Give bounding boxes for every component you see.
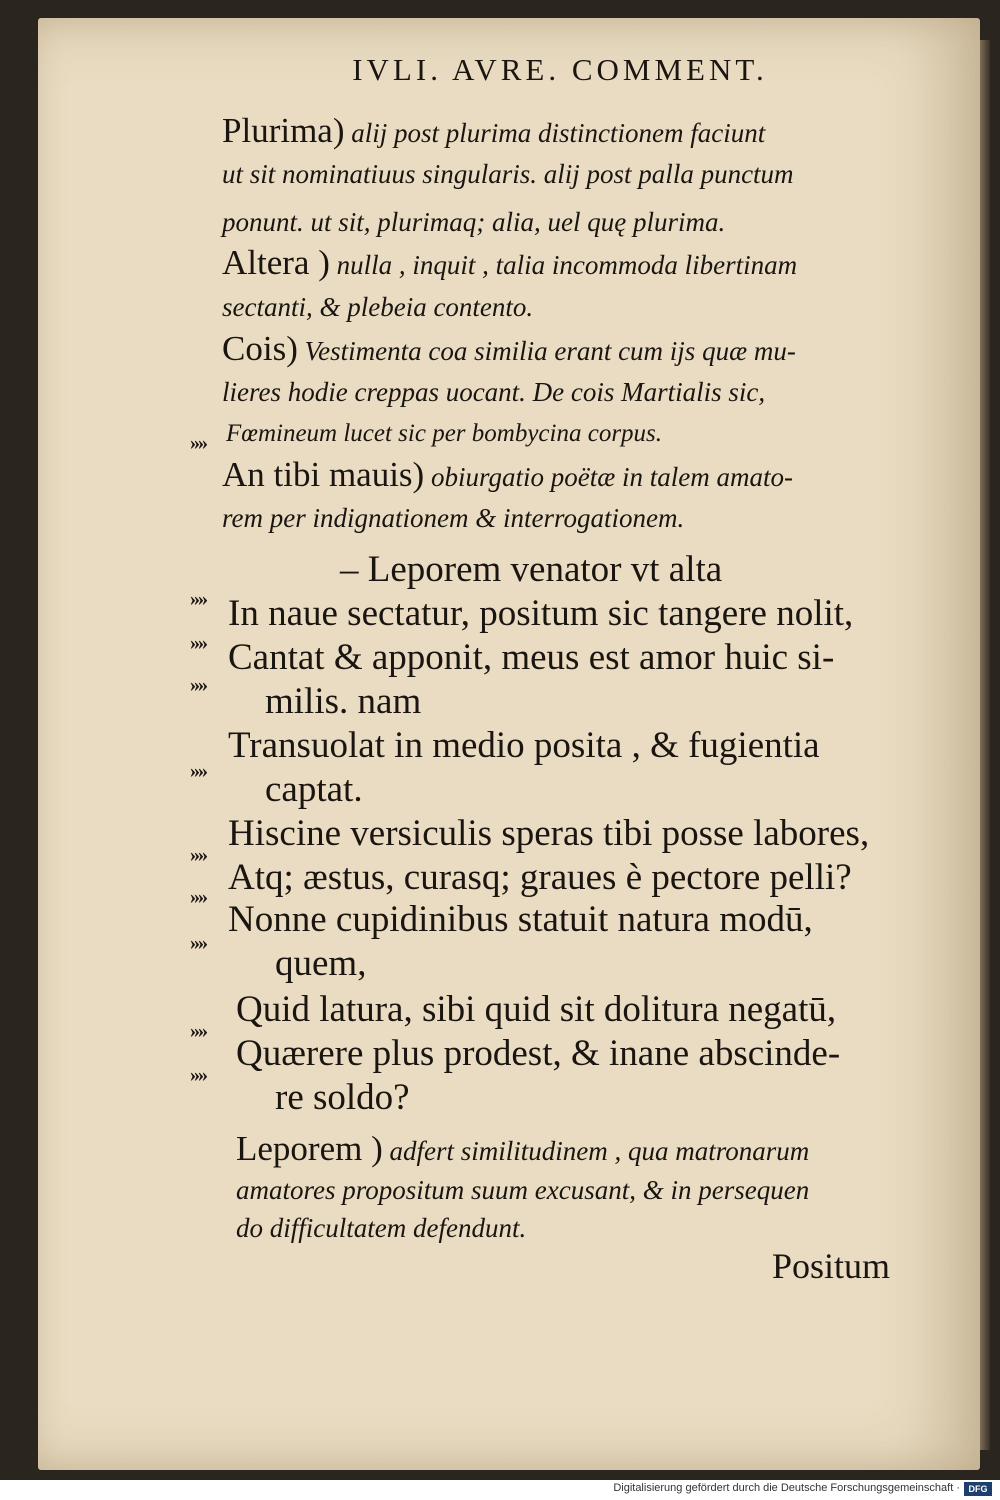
quote-marker: »» — [190, 588, 206, 610]
verse-line: In naue sectatur, positum sic tangere nolit, — [228, 593, 854, 634]
text-line — [236, 1130, 809, 1169]
text-line — [236, 1214, 526, 1244]
gloss: Vestimenta coa similia erant cum ijs quæ mu- — [297, 336, 796, 366]
gloss: rem per indignationem & interrogationem. — [222, 503, 685, 533]
quote-marker: »» — [190, 932, 206, 954]
text-line — [222, 293, 533, 323]
text-line — [222, 504, 684, 534]
lemma: Plurima) — [222, 111, 345, 150]
text-line — [222, 244, 797, 283]
verse-line: Hiscine versiculis speras tibi posse labores, — [228, 813, 870, 854]
gloss: alij post plurima distinctionem faciunt — [344, 118, 766, 148]
text-line — [222, 330, 796, 369]
verse-line: – Leporem venator vt alta — [340, 549, 723, 590]
quote-marker: »» — [190, 432, 206, 454]
footer-bar — [0, 1480, 1000, 1500]
text-line — [222, 160, 794, 190]
quote-marker: »» — [190, 1020, 206, 1042]
gloss: Fœmineum lucet sic per bombycina corpus. — [226, 420, 663, 447]
gloss: sectanti, & plebeia contento. — [222, 292, 534, 322]
text-line — [222, 112, 765, 151]
gloss: amatores propositum suum excusant, & in persequen — [236, 1175, 810, 1205]
quote-marker: »» — [190, 844, 206, 866]
verse-line: quem, — [275, 943, 367, 984]
quote-marker: »» — [190, 632, 206, 654]
verse-line: re soldo? — [275, 1077, 410, 1118]
lemma: Cois) — [222, 329, 298, 368]
text-line — [222, 378, 765, 408]
dfg-logo: DFG — [964, 1482, 992, 1496]
quote-marker: »» — [190, 674, 206, 696]
gloss: obiurgatio poëtæ in talem amato- — [424, 462, 793, 492]
text-line — [226, 420, 662, 448]
verse-line: Cantat & apponit, meus est amor huic si- — [228, 637, 835, 678]
lemma: Altera ) — [222, 243, 330, 282]
gloss: lieres hodie creppas uocant. De cois Martialis sic, — [222, 377, 766, 407]
verse-line: milis. nam — [265, 681, 422, 722]
gloss: do difficultatem defendunt. — [236, 1213, 527, 1243]
running-head: IVLI. AVRE. COMMENT. — [352, 52, 768, 87]
verse-line: Quid latura, sibi quid sit dolitura negatū, — [236, 989, 837, 1030]
quote-marker: »» — [190, 760, 206, 782]
gloss: nulla , inquit , talia incommoda libertinam — [329, 250, 798, 280]
footer-credit: Digitalisierung gefördert durch die Deutsche Forschungsgemeinschaft · — [613, 1482, 960, 1494]
catchword: Positum — [772, 1246, 891, 1286]
verse-line: Quærere plus prodest, & inane abscinde- — [236, 1033, 841, 1074]
verse-line: Nonne cupidinibus statuit natura modū, — [228, 899, 813, 940]
text-line — [222, 456, 793, 495]
gloss: ponunt. ut sit, plurimaq; alia, uel quę plurima. — [222, 207, 726, 237]
lemma: An tibi mauis) — [222, 455, 425, 494]
quote-marker: »» — [190, 1064, 206, 1086]
text-line — [222, 208, 725, 238]
lemma: Leporem ) — [236, 1129, 383, 1168]
verse-line: Atq; æstus, curasq; graues è pectore pelli? — [228, 857, 852, 898]
verse-line: captat. — [265, 769, 363, 810]
gloss: adfert similitudinem , qua matronarum — [382, 1136, 810, 1166]
text-line — [236, 1176, 809, 1206]
gloss: ut sit nominatiuus singularis. alij post palla punctum — [222, 159, 794, 189]
verse-line: Transuolat in medio posita , & fugientia — [228, 725, 820, 766]
quote-marker: »» — [190, 886, 206, 908]
